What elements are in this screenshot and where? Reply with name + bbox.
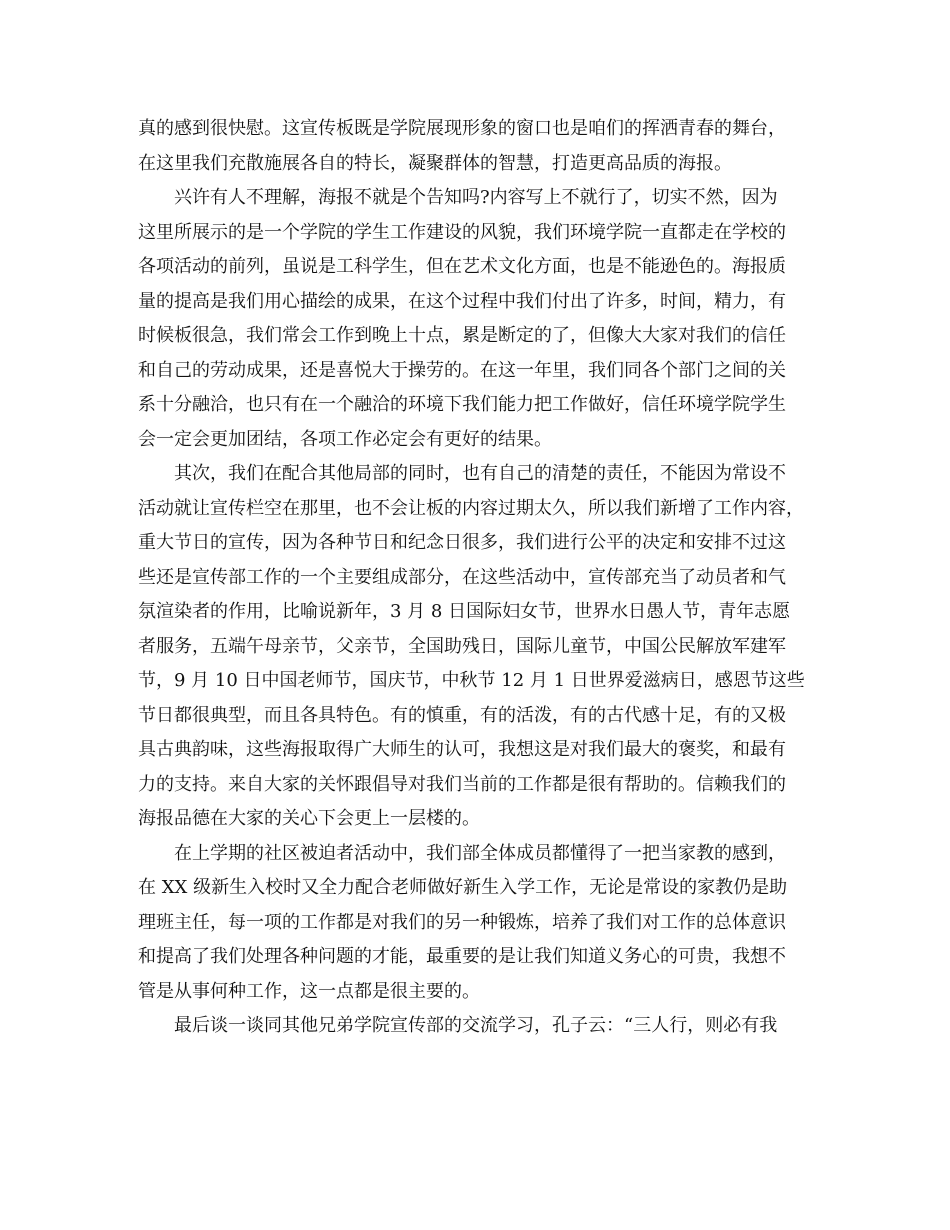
text-line: 氛渲染者的作用，比喻说新年，3 月 8 日国际妇女节，世界水日愚人节，青年志愿	[138, 601, 791, 622]
text-line: 力的支持。来自大家的关怀跟倡导对我们当前的工作都是很有帮助的。信赖我们的	[138, 773, 786, 795]
text-line: 系十分融洽，也只有在一个融洽的环境下我们能力把工作做好，信任环境学院学生	[138, 394, 786, 415]
text-line: 海报品德在大家的关心下会更上一层楼的。	[138, 808, 480, 829]
text-line: 各项活动的前列，虽说是工科学生，但在艺术文化方面，也是不能逊色的。海报质	[138, 256, 786, 277]
text-line: 和提高了我们处理各种问题的才能，最重要的是让我们知道义务心的可贵，我想不	[138, 946, 786, 967]
text-line: 节日都很典型，而且各具特色。有的慎重，有的活泼，有的古代感十足，有的又极	[138, 704, 786, 726]
paragraph-1	[138, 112, 828, 181]
text-line: 在这里我们充散施展各自的特长，凝聚群体的智慧，打造更高品质的海报。	[138, 152, 732, 174]
text-line: 活动就让宣传栏空在那里，也不会让板的内容过期太久，所以我们新增了工作内容，	[138, 497, 804, 519]
text-line: 量的提高是我们用心描绘的成果，在这个过程中我们付出了许多，时间，精力，有	[138, 290, 786, 312]
paragraph-4	[138, 837, 828, 1010]
text-line: 节，9 月 10 日中国老师节，国庆节，中秋节 12 月 1 日世界爱滋病日，感恩节这些	[138, 670, 805, 691]
document-body	[138, 112, 828, 1044]
text-line: 在 XX 级新生入校时又全力配合老师做好新生入学工作，无论是常设的家教仍是助	[138, 877, 788, 898]
text-line: 理班主任，每一项的工作都是对我们的另一种锻炼，培养了我们对工作的总体意识	[138, 911, 786, 933]
paragraph-3	[138, 457, 828, 837]
text-line: 最后谈一谈同其他兄弟学院宣传部的交流学习，孔子云：“三人行，则必有我	[174, 1015, 778, 1036]
text-line: 具古典韵味，这些海报取得广大师生的认可，我想这是对我们最大的褒奖，和最有	[138, 739, 786, 760]
text-line: 者服务，五端午母亲节，父亲节，全国助残日，国际儿童节，中国公民解放军建军	[138, 635, 786, 657]
text-line: 时候板很急，我们常会工作到晚上十点，累是断定的了，但像大大家对我们的信任	[138, 325, 786, 346]
paragraph-5	[138, 1009, 828, 1044]
text-line: 这里所展示的是一个学院的学生工作建设的风貌，我们环境学院一直都走在学校的	[138, 221, 786, 243]
text-line: 在上学期的社区被迫者活动中，我们部全体成员都懂得了一把当家教的感到，	[174, 842, 786, 864]
text-line: 和自己的劳动成果，还是喜悦大于操劳的。在这一年里，我们同各个部门之间的关	[138, 359, 786, 381]
text-line: 会一定会更加团结，各项工作必定会有更好的结果。	[138, 428, 552, 450]
text-line: 些还是宣传部工作的一个主要组成部分，在这些活动中，宣传部充当了动员者和气	[138, 566, 786, 588]
text-line: 兴许有人不理解，海报不就是个告知吗?内容写上不就行了，切实不然，因为	[174, 187, 778, 208]
text-line: 管是从事何种工作，这一点都是很主要的。	[138, 980, 480, 1002]
text-line: 真的感到很快慰。这宣传板既是学院展现形象的窗口也是咱们的挥洒青春的舞台，	[138, 118, 786, 139]
paragraph-2	[138, 181, 828, 457]
text-line: 其次，我们在配合其他局部的同时，也有自己的清楚的责任，不能因为常设不	[174, 463, 786, 484]
text-line: 重大节日的宣传，因为各种节日和纪念日很多，我们进行公平的决定和安排不过这	[138, 532, 786, 553]
